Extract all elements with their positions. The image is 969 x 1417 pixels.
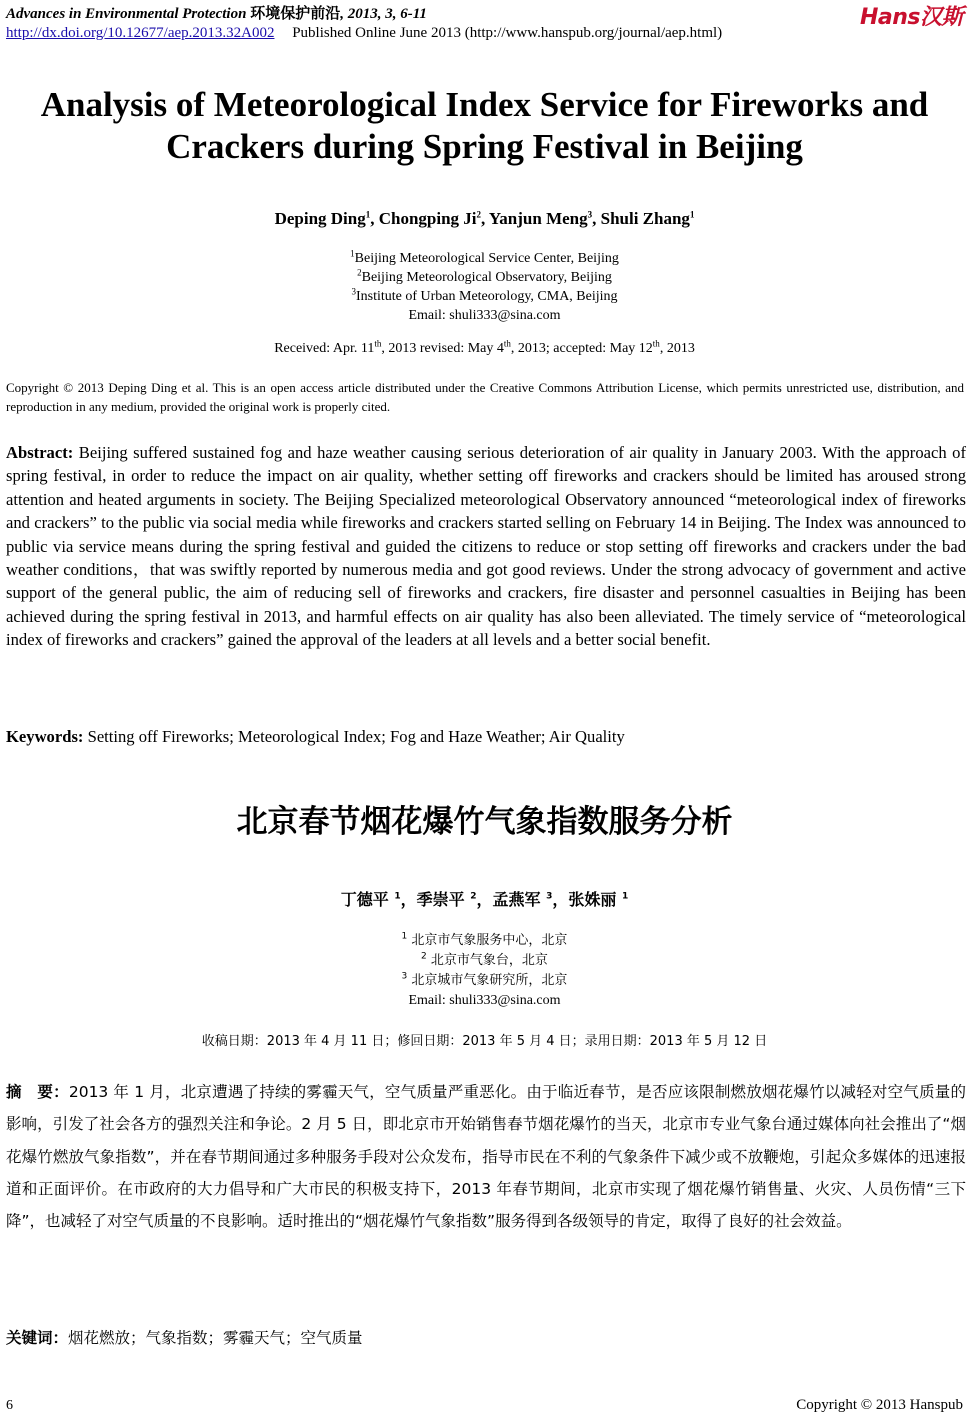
keywords <box>6 727 964 747</box>
copyright-notice: Copyright © 2013 Deping Ding et al. This is an open access article distributed under the Creative Commons Attribution License, which permits unrestricted use, distribution, and reproduction in any medium, provided the original work is properly cited. <box>6 380 964 414</box>
cn-keywords <box>6 1326 964 1348</box>
cn-author-email: Email: shuli333@sina.com <box>408 993 561 1008</box>
hanspub-logo: Hans汉斯 <box>859 5 963 30</box>
author-email: Email: shuli333@sina.com <box>408 308 561 323</box>
journal-name-cn: 环境保护前沿 <box>250 6 341 22</box>
keywords-label: Keywords: <box>6 727 84 746</box>
cn-author: 季崇平 $^2$， <box>416 890 493 909</box>
footer-copyright: Copyright © 2013 Hanspub <box>796 1397 963 1413</box>
journal-name: Advances in Environmental Protection <box>6 6 247 22</box>
cn-author: 丁德平 $^1$， <box>340 890 417 909</box>
published-online: Published Online June 2013 (http://www.hanspub.org/journal/aep.html) <box>292 25 723 41</box>
author-list <box>0 209 969 229</box>
abstract-text: Beijing suffered sustained fog and haze weather causing serious deterioration of air quality in January 2003. With the approach of spring festival, in order to reduce the impact on air quality, whether setting off fireworks and crackers should be limited has aroused strong attention and heated arguments in society. The Beijing Specialized meteorological Observatory announced “meteorological index of fireworks and crackers” to the public via social media while fireworks and crackers started selling on February 14 in Beijing. The Index was announced to public via service means during the spring festival and guided the citizens to reduce or stop setting off fireworks and crackers under the bad weather conditions，that was swiftly reported by numerous media and got good reviews. Under the strong advocacy of government and active support of the general public, the aim of reducing sell of fireworks and crackers, fire disaster and personnel casualties in Beijing has been achieved during the spring festival in 2013, and harmful effects on air quality has also been alleviated. The timely service of “meteorological index of fireworks and crackers” gained the approval of the leaders at all levels and a better social benefit. <box>6 443 966 650</box>
affiliation: $^2$Beijing Meteorological Observatory, Beijing <box>357 267 612 285</box>
journal-header <box>6 2 427 23</box>
cn-abstract-text: 2013 年 1 月，北京遭遇了持续的雾霾天气，空气质量严重恶化。由于临近春节，是否应该限制燃放烟花爆竹以减轻对空气质量的影响，引发了社会各方的强烈关注和争论。2 月 5 日，即北京市开始销售春节烟花爆竹的当天，北京市专业气象台通过媒体向社会推出了“烟花爆竹燃放气象指数”，并在春节期间通过多种服务手段对公众发布，指导市民在不利的气象条件下减少或不放鞭炮，引起众多媒体的迅速报道和正面评价。在市政府的大力倡导和广大市民的积极支持下，2013 年春节期间，北京市实现了烟花爆竹销售量、火灾、人员伤情“三下降”，也减轻了对空气质量的不良影响。适时推出的“烟花爆竹气象指数”服务得到各级领导的肯定，取得了良好的社会效益。 <box>6 1083 966 1231</box>
cn-author: 孟燕军 $^3$， <box>492 890 569 909</box>
cn-affiliation-list <box>0 931 969 1011</box>
cn-author: 张姝丽 $^1$ <box>568 890 629 909</box>
page-number: 6 <box>6 1398 13 1413</box>
journal-issue: , 2013, 3, 6-11 <box>340 6 427 22</box>
cn-affiliation: $^1$ 北京市气象服务中心，北京 <box>401 931 568 948</box>
abstract <box>6 441 966 652</box>
cn-keywords-label: 关键词： <box>6 1329 69 1347</box>
cn-keywords-text: 烟花燃放；气象指数；雾霾天气；空气质量 <box>68 1329 363 1347</box>
cn-paper-title: 北京春节烟花爆竹气象指数服务分析 <box>236 804 733 840</box>
author: Yanjun Meng$^3$, <box>488 209 601 228</box>
paper-title: Analysis of Meteorological Index Service for Fireworks and Crackers during Spring Festival in Beijing <box>40 85 929 166</box>
cn-affiliation: $^2$ 北京市气象台，北京 <box>421 951 548 968</box>
keywords-text: Setting off Fireworks; Meteorological Index; Fog and Haze Weather; Air Quality <box>83 727 625 746</box>
affiliation: $^3$Institute of Urban Meteorology, CMA, Beijing <box>351 286 618 304</box>
author: Shuli Zhang$^1$ <box>600 209 695 228</box>
cn-affiliation: $^3$ 北京城市气象研究所，北京 <box>401 971 568 988</box>
received-dates: Received: Apr. 11th, 2013 revised: May 4th, 2013; accepted: May 12th, 2013 <box>274 338 695 356</box>
doi-line <box>6 25 722 42</box>
affiliation-list <box>0 249 969 325</box>
author: Chongping Ji$^2$, <box>378 209 489 228</box>
doi-link[interactable]: http://dx.doi.org/10.12677/aep.2013.32A002 <box>6 25 275 41</box>
cn-received-dates: 收稿日期：2013 年 4 月 11 日；修回日期：2013 年 5 月 4 日；录用日期：2013 年 5 月 12 日 <box>201 1034 768 1049</box>
cn-author-list <box>0 887 969 910</box>
cn-abstract <box>6 1076 966 1237</box>
abstract-label: Abstract: <box>6 443 74 462</box>
author: Deping Ding$^1$, <box>274 209 379 228</box>
cn-abstract-label: 摘 要： <box>6 1083 69 1101</box>
affiliation: $^1$Beijing Meteorological Service Center, Beijing <box>350 248 619 266</box>
